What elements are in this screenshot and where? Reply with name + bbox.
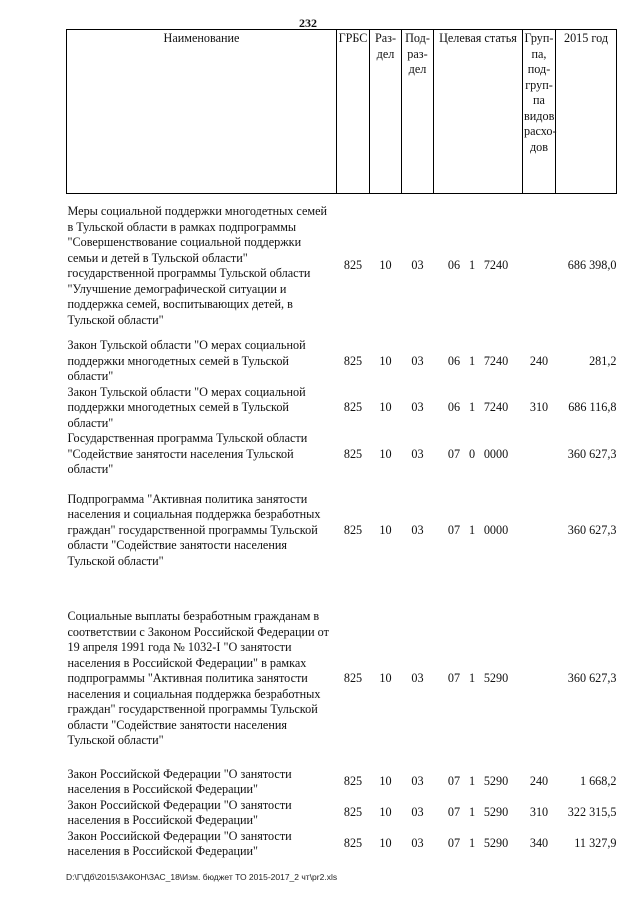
row-podrazdel: 03 xyxy=(411,446,424,461)
header-razdel: Раз-дел xyxy=(370,30,402,194)
row-name: Меры социальной поддержки многодетных семей в Тульской области в рамках подпрограммы "Совершенствование социальной поддержки семьи и детей в Тульской области" государственной программы Тульской области "Улучшение демографической ситуации и поддержка семей, воспитывающих детей, в Тульской области" xyxy=(67,204,328,327)
row-amount: 11 327,9 xyxy=(574,836,617,851)
row-vr xyxy=(523,609,556,749)
table-row xyxy=(67,798,617,829)
row-celevaya-part: 06 xyxy=(447,258,461,273)
table-row xyxy=(67,609,617,749)
row-grbs: 825 xyxy=(343,836,363,851)
row-celevaya xyxy=(434,798,523,829)
row-grbs: 825 xyxy=(343,774,363,789)
row-podrazdel: 03 xyxy=(411,774,424,789)
row-celevaya-part: 7240 xyxy=(483,353,509,368)
table-row xyxy=(67,431,617,478)
row-razdel: 10 xyxy=(379,671,392,685)
row-vr: 240 xyxy=(529,774,549,789)
page-number: 232 xyxy=(299,16,317,30)
row-celevaya xyxy=(434,609,523,749)
row-celevaya xyxy=(434,829,523,860)
header-celevaya: Целевая статья xyxy=(434,30,523,194)
row-grbs: 825 xyxy=(343,446,363,461)
header-grbs: ГРБС xyxy=(337,30,370,194)
row-razdel: 10 xyxy=(379,353,392,368)
row-grbs: 825 xyxy=(343,522,363,537)
row-vr xyxy=(523,431,556,478)
row-celevaya-part: 07 xyxy=(447,836,461,851)
row-celevaya xyxy=(434,492,523,570)
row-name: Государственная программа Тульской области "Содействие занятости населения Тульской области" xyxy=(67,431,308,476)
row-grbs: 825 xyxy=(343,400,363,414)
row-amount: 360 627,3 xyxy=(567,522,617,537)
row-amount: 686 398,0 xyxy=(567,258,617,273)
row-grbs: 825 xyxy=(343,805,363,820)
row-celevaya-part: 06 xyxy=(447,353,461,368)
table-row xyxy=(67,204,617,328)
row-vr xyxy=(523,492,556,570)
row-grbs: 825 xyxy=(343,671,363,685)
header-year: 2015 год xyxy=(556,30,617,194)
row-celevaya-part: 7240 xyxy=(483,400,509,414)
row-celevaya-part: 07 xyxy=(447,805,461,820)
spacer-row xyxy=(67,569,617,609)
row-podrazdel: 03 xyxy=(411,805,424,820)
table-row xyxy=(67,385,617,432)
row-vr: 310 xyxy=(529,805,549,820)
row-name: Социальные выплаты безработным гражданам в соответствии с Законом Российской Федерации от 19 апреля 1991 года № 1032-I "О занятости населения в Российской Федерации" в рамках подпрограммы "Активная политика занятости населения и социальная поддержка безработных граждан" государственной программы Тульской области "Содействие занятости населения Тульской области" xyxy=(67,609,329,747)
row-celevaya-part: 5290 xyxy=(483,836,509,851)
row-grbs: 825 xyxy=(343,258,363,273)
row-celevaya-part: 07 xyxy=(447,774,461,789)
row-vr xyxy=(523,204,556,328)
table-header-row xyxy=(67,30,617,194)
spacer-row xyxy=(67,194,617,205)
file-path-footer: D:\Г\Дб\2015\ЗАКОН\ЗАС_18\Изм. бюджет ТО 2015-2017_2 чт\pr2.xls xyxy=(66,872,338,882)
row-amount: 360 627,3 xyxy=(567,671,617,685)
row-celevaya-part: 1 xyxy=(468,522,476,537)
row-celevaya-part: 0000 xyxy=(483,522,509,537)
row-razdel: 10 xyxy=(379,400,392,414)
row-amount: 686 116,8 xyxy=(568,400,617,414)
row-celevaya-part: 1 xyxy=(468,258,476,273)
budget-table-sheet xyxy=(66,29,616,860)
row-celevaya-part: 1 xyxy=(468,400,476,414)
row-name: Закон Российской Федерации "О занятости населения в Российской Федерации" xyxy=(67,766,292,796)
header-gruppa: Груп-па, под-груп-па видов расхо-дов xyxy=(523,30,556,194)
row-celevaya xyxy=(434,767,523,798)
row-podrazdel: 03 xyxy=(411,522,424,537)
row-amount: 360 627,3 xyxy=(567,446,617,461)
row-celevaya-part: 5290 xyxy=(483,805,509,820)
row-celevaya-part: 5290 xyxy=(483,774,509,789)
spacer-row xyxy=(67,749,617,767)
row-celevaya xyxy=(434,431,523,478)
row-grbs: 825 xyxy=(343,353,363,368)
row-razdel: 10 xyxy=(379,446,392,461)
row-vr: 310 xyxy=(529,400,549,414)
table-row xyxy=(67,338,617,385)
row-podrazdel: 03 xyxy=(411,836,424,851)
row-celevaya xyxy=(434,338,523,385)
row-podrazdel: 03 xyxy=(411,258,424,273)
spacer-row xyxy=(67,328,617,338)
row-celevaya-part: 07 xyxy=(447,671,461,685)
row-name: Закон Российской Федерации "О занятости населения в Российской Федерации" xyxy=(67,797,292,827)
row-celevaya-part: 06 xyxy=(447,400,461,414)
row-celevaya-part: 07 xyxy=(447,446,461,461)
row-name: Закон Российской Федерации "О занятости населения в Российской Федерации" xyxy=(67,828,292,858)
row-podrazdel: 03 xyxy=(411,671,424,685)
row-celevaya-part: 7240 xyxy=(483,258,509,273)
table-row xyxy=(67,829,617,860)
header-name: Наименование xyxy=(67,30,337,194)
row-podrazdel: 03 xyxy=(411,353,424,368)
row-celevaya-part: 07 xyxy=(447,522,461,537)
row-celevaya-part: 1 xyxy=(468,671,476,685)
table-body xyxy=(67,194,617,860)
table-row xyxy=(67,492,617,570)
row-razdel: 10 xyxy=(379,774,392,789)
row-celevaya xyxy=(434,385,523,432)
row-celevaya-part: 1 xyxy=(468,836,476,851)
row-amount: 1 668,2 xyxy=(579,774,617,789)
row-name: Подпрограмма "Активная политика занятости населения и социальная поддержка безработных граждан" государственной программы Тульской области "Содействие занятости населения Тульской области" xyxy=(67,491,321,568)
row-amount: 281,2 xyxy=(589,353,617,368)
row-razdel: 10 xyxy=(379,805,392,820)
row-name: Закон Тульской области "О мерах социальной поддержки многодетных семей в Тульской области" xyxy=(67,338,306,383)
row-amount: 322 315,5 xyxy=(567,805,617,820)
row-celevaya xyxy=(434,204,523,328)
table-row xyxy=(67,767,617,798)
row-vr: 340 xyxy=(529,836,549,851)
row-vr: 240 xyxy=(529,353,549,368)
spacer-row xyxy=(67,478,617,492)
row-podrazdel: 03 xyxy=(411,400,424,414)
row-celevaya-part: 1 xyxy=(468,353,476,368)
row-name: Закон Тульской области "О мерах социальной поддержки многодетных семей в Тульской области" xyxy=(67,384,306,430)
row-celevaya-part: 1 xyxy=(468,774,476,789)
row-razdel: 10 xyxy=(379,522,392,537)
row-celevaya-part: 5290 xyxy=(483,671,509,685)
budget-table xyxy=(66,29,617,860)
row-celevaya-part: 0000 xyxy=(483,446,509,461)
row-razdel: 10 xyxy=(379,836,392,851)
header-podrazdel: Под-раз-дел xyxy=(402,30,434,194)
row-celevaya-part: 0 xyxy=(468,446,476,461)
row-razdel: 10 xyxy=(379,258,392,273)
row-celevaya-part: 1 xyxy=(468,805,476,820)
